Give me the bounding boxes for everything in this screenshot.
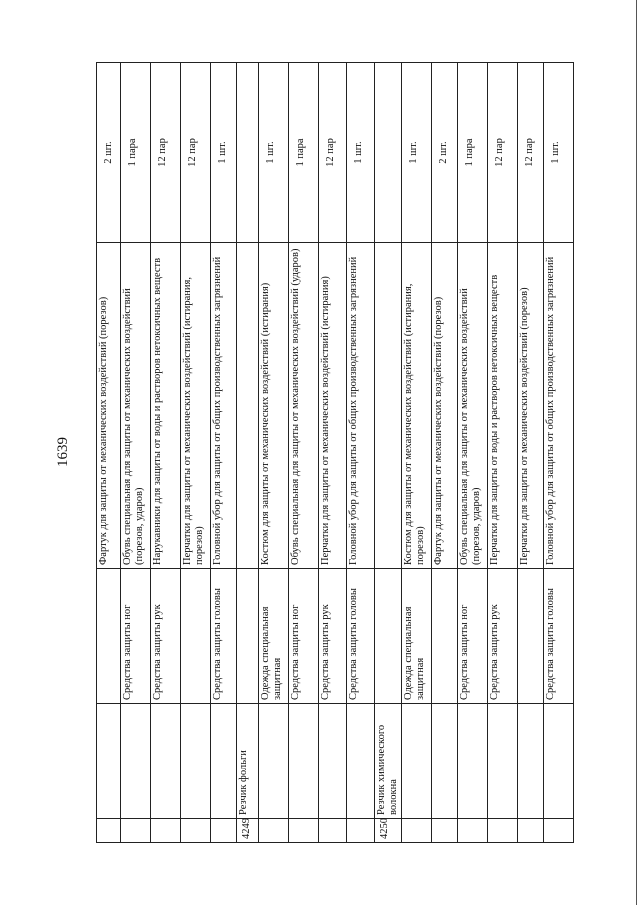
quantity-cell: 12 пар [181,63,211,243]
quantity-cell: 12 пар [488,63,518,243]
code-cell [97,819,121,843]
quantity-cell: 2 шт. [432,63,458,243]
code-cell [432,819,458,843]
quantity-cell: 12 пар [518,63,544,243]
category-cell: Средства защиты ног [121,569,151,704]
code-cell [151,819,181,843]
category-cell: Одежда специальная защитная [259,569,289,704]
category-cell: Средства защиты рук [319,569,347,704]
item-cell: Фартук для защиты от механических воздействий (порезов) [97,243,121,569]
category-cell: Средства защиты головы [347,569,375,704]
table-row [211,63,237,843]
code-cell: 4250 [375,819,402,843]
item-cell: Головной убор для защиты от общих производственных загрязнений [544,243,574,569]
category-cell: Одежда специальная защитная [402,569,432,704]
quantity-cell: 1 шт. [259,63,289,243]
quantity-cell: 1 шт. [347,63,375,243]
code-cell [544,819,574,843]
table-row [151,63,181,843]
item-cell: Обувь специальная для защиты от механических воздействий (ударов) [289,243,319,569]
quantity-cell [237,63,259,243]
quantity-cell: 1 пара [289,63,319,243]
code-cell [488,819,518,843]
code-cell: 4249 [237,819,259,843]
profession-cell [151,704,181,819]
code-cell [259,819,289,843]
category-cell: Средства защиты рук [151,569,181,704]
table-row [121,63,151,843]
category-cell [518,569,544,704]
code-cell [319,819,347,843]
category-cell [237,569,259,704]
item-cell: Костюм для защиты от механических воздействий (истирания) [259,243,289,569]
quantity-cell: 1 пара [121,63,151,243]
category-cell: Средства защиты головы [544,569,574,704]
profession-cell [347,704,375,819]
quantity-cell: 2 шт. [97,63,121,243]
table-row [347,63,375,843]
quantity-cell: 1 шт. [544,63,574,243]
item-cell: Обувь специальная для защиты от механических воздействий (порезов, ударов) [121,243,151,569]
table-row [544,63,574,843]
ppe-table-body [97,63,574,843]
item-cell: Перчатки для защиты от воды и растворов нетоксичных веществ [488,243,518,569]
item-cell: Обувь специальная для защиты от механических воздействий (порезов, ударов) [458,243,488,569]
table-row [319,63,347,843]
item-cell: Головной убор для защиты от общих производственных загрязнений [347,243,375,569]
profession-cell [319,704,347,819]
table-row [518,63,544,843]
profession-cell [488,704,518,819]
quantity-cell: 1 шт. [211,63,237,243]
table-row [375,63,402,843]
quantity-cell: 12 пар [319,63,347,243]
code-cell [289,819,319,843]
ppe-table [96,62,574,843]
profession-cell [544,704,574,819]
code-cell [402,819,432,843]
ppe-table-rotated [96,63,574,843]
profession-cell [259,704,289,819]
table-row [488,63,518,843]
item-cell: Нарукавники для защиты от воды и растворов нетоксичных веществ [151,243,181,569]
profession-cell: Резчик фольги [237,704,259,819]
category-cell: Средства защиты рук [488,569,518,704]
profession-cell [289,704,319,819]
item-cell: Перчатки для защиты от механических воздействий (порезов) [518,243,544,569]
profession-cell [121,704,151,819]
item-cell: Перчатки для защиты от механических воздействий (истирания) [319,243,347,569]
table-row [402,63,432,843]
profession-cell [402,704,432,819]
page-number: 1639 [55,437,71,467]
code-cell [121,819,151,843]
profession-cell [432,704,458,819]
item-cell: Костюм для защиты от механических воздействий (истирания, порезов) [402,243,432,569]
table-row [289,63,319,843]
code-cell [211,819,237,843]
category-cell [432,569,458,704]
item-cell [237,243,259,569]
profession-cell [211,704,237,819]
code-cell [347,819,375,843]
table-row [97,63,121,843]
category-cell [181,569,211,704]
quantity-cell: 12 пар [151,63,181,243]
profession-cell [518,704,544,819]
code-cell [181,819,211,843]
profession-cell [458,704,488,819]
profession-cell: Резчик химического волокна [375,704,402,819]
category-cell [97,569,121,704]
table-row [432,63,458,843]
page-edge-line [636,0,637,905]
code-cell [518,819,544,843]
profession-cell [97,704,121,819]
code-cell [458,819,488,843]
category-cell: Средства защиты ног [458,569,488,704]
table-row [181,63,211,843]
profession-cell [181,704,211,819]
table-row [259,63,289,843]
item-cell: Фартук для защиты от механических воздействий (порезов) [432,243,458,569]
quantity-cell: 1 шт. [402,63,432,243]
table-row [237,63,259,843]
quantity-cell [375,63,402,243]
category-cell: Средства защиты ног [289,569,319,704]
quantity-cell: 1 пара [458,63,488,243]
item-cell: Головной убор для защиты от общих производственных загрязнений [211,243,237,569]
category-cell [375,569,402,704]
category-cell: Средства защиты головы [211,569,237,704]
table-row [458,63,488,843]
item-cell: Перчатки для защиты от механических воздействий (истирания, порезов) [181,243,211,569]
item-cell [375,243,402,569]
